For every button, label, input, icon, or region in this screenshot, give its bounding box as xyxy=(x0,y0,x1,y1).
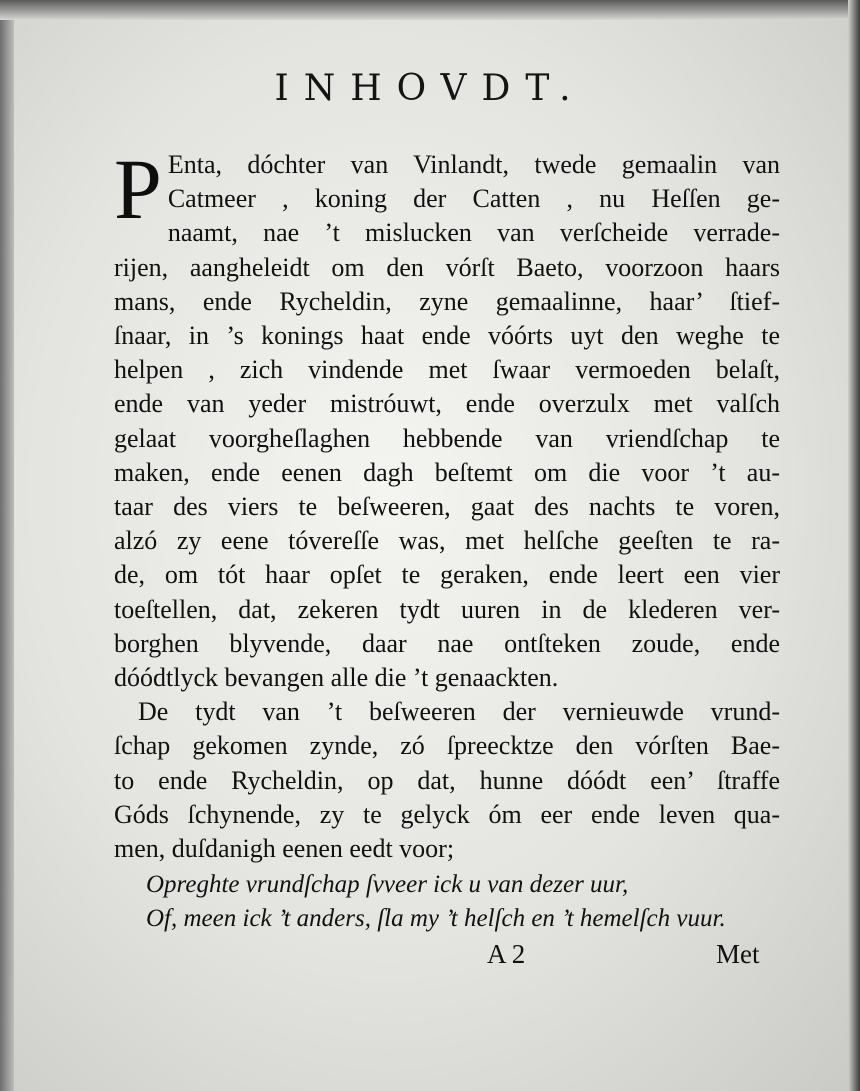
text-line: de, om tót haar opſet te geraken, ende leert een vier xyxy=(114,560,780,590)
text-line: helpen , zich vindende met ſwaar vermoeden belaſt, xyxy=(114,355,780,385)
signature-mark: A 2 xyxy=(487,939,526,969)
text-line: Góds ſchynende, zy te gelyck óm eer ende leven qua- xyxy=(114,799,780,829)
text-line: ſnaar, in ’s konings haat ende vóórts uyt den weghe te xyxy=(114,321,780,351)
text-line: dóódtlyck bevangen alle die ’t genaackten. xyxy=(114,663,559,693)
text-line: mans, ende Rycheldin, zyne gemaalinne, haar’ ſtief- xyxy=(114,286,780,316)
text-line: taar des viers te beſweeren, gaat des nachts te voren, xyxy=(114,492,780,522)
text-line: ende van yeder mistróuwt, ende overzulx met valſch xyxy=(114,389,780,419)
text-line: Catmeer , koning der Catten , nu Heſſen ge- xyxy=(167,184,780,214)
page-binding-edge xyxy=(0,0,14,1091)
text-line: borghen blyvende, daar nae ontſteken zoude, ende xyxy=(114,628,780,658)
text-line: ſchap gekomen zynde, zó ſpreecktze den vórſten Bae- xyxy=(114,731,780,761)
verse-line: Of, meen ick ’t anders, ſla my ’t helſch en ’t hemelſch vuur. xyxy=(146,905,726,932)
summary-text xyxy=(114,141,780,866)
text-line: toeſtellen, dat, zekeren tydt uuren in de klederen ver- xyxy=(114,594,780,624)
text-line: De tydt van ’t beſweeren der vernieuwde vrund- xyxy=(138,697,780,727)
verse-line: Opreghte vrundſchap ſvveer ick u van dezer uur, xyxy=(146,871,629,898)
page-title: INHOVDT. xyxy=(274,68,586,109)
page-right-edge xyxy=(848,0,860,1091)
oath-verse xyxy=(146,868,786,936)
text-line: men, duſdanigh eenen eedt voor; xyxy=(114,834,455,864)
page-top-edge xyxy=(0,0,860,20)
text-line: rijen, aangheleidt om den vórſt Baeto, voorzoon haars xyxy=(114,252,780,282)
text-line: gelaat voorgheſlaghen hebbende van vriendſchap te xyxy=(114,423,780,453)
text-line: alzó zy eene tóvereſſe was, met helſche geeſten te ra- xyxy=(114,526,780,556)
text-line: maken, ende eenen dagh beſtemt om die voor ’t au- xyxy=(114,457,780,487)
catchword: Met xyxy=(716,939,760,969)
text-line: naamt, nae ’t mislucken van verſcheide verrade- xyxy=(167,218,780,248)
text-line: Enta, dóchter van Vinlandt, twede gemaalin van xyxy=(167,150,780,179)
text-line: to ende Rycheldin, op dat, hunne dóódt een’ ſtraffe xyxy=(114,765,780,795)
drop-cap: P xyxy=(114,141,162,237)
